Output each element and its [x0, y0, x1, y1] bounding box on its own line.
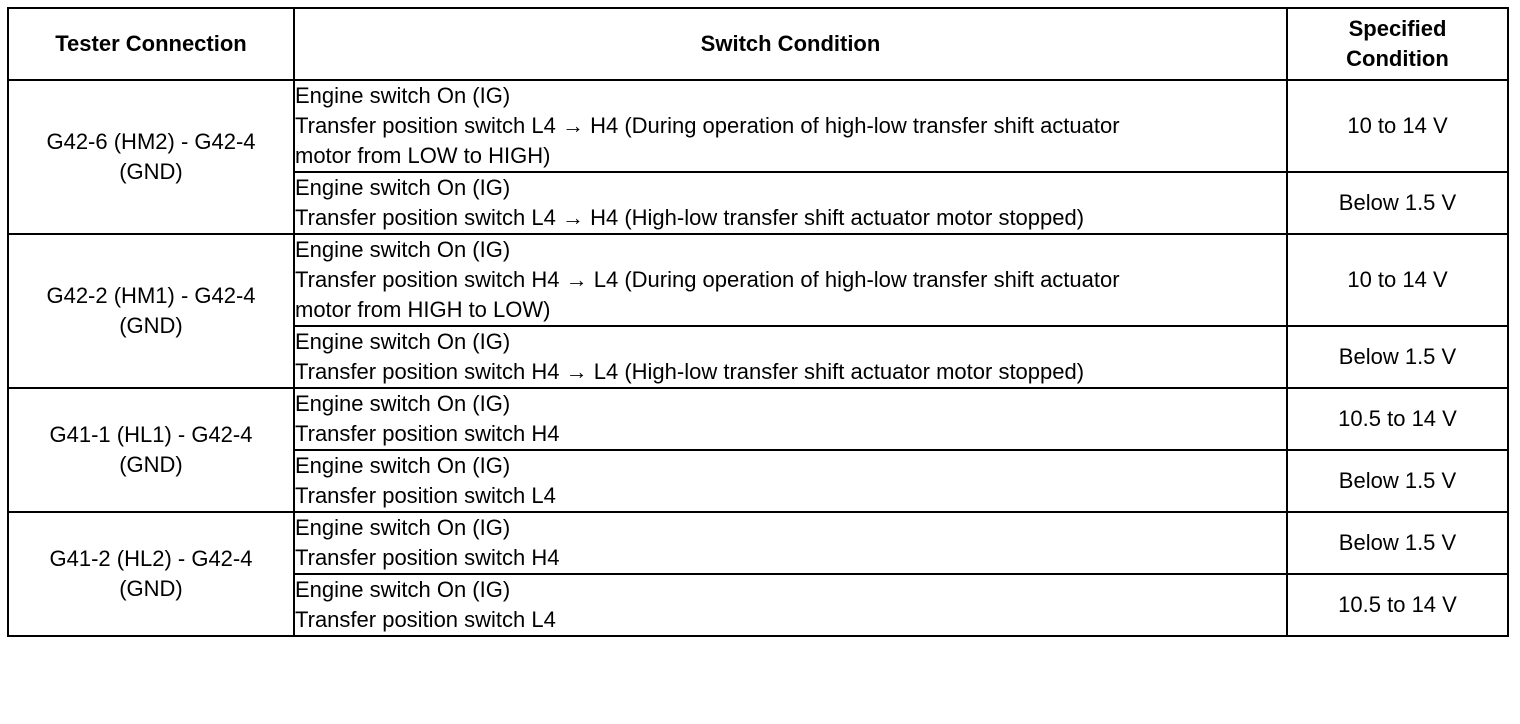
- condition-line: Transfer position switch L4: [295, 607, 556, 632]
- tester-connection-label: G41-1 (HL1) - G42-4 (GND): [49, 422, 253, 477]
- condition-line: Transfer position switch L4 → H4 (High-low transfer shift actuator motor stopped): [295, 205, 1085, 230]
- condition-line: Engine switch On (IG): [295, 329, 511, 354]
- specified-condition-cell: Below 1.5 V: [1287, 512, 1508, 574]
- table-row: [8, 388, 1508, 450]
- condition-line: Transfer position switch H4 → L4 (During operation of high-low transfer shift actuator: [295, 267, 1120, 292]
- tester-connection-cell: [8, 234, 294, 388]
- condition-line: Transfer position switch H4: [295, 545, 560, 570]
- tester-connection-cell: [8, 388, 294, 512]
- switch-condition-cell: [294, 80, 1287, 172]
- condition-line: Engine switch On (IG): [295, 453, 511, 478]
- table-row: [8, 234, 1508, 326]
- switch-condition-cell: [294, 326, 1287, 388]
- condition-line: motor from LOW to HIGH): [295, 143, 551, 168]
- switch-condition-cell: [294, 450, 1287, 512]
- condition-line: Engine switch On (IG): [295, 175, 511, 200]
- spec-table-container: [7, 7, 1509, 637]
- switch-condition-cell: [294, 234, 1287, 326]
- specified-condition-cell: 10 to 14 V: [1287, 80, 1508, 172]
- switch-condition-cell: [294, 172, 1287, 234]
- specified-condition-cell: Below 1.5 V: [1287, 450, 1508, 512]
- header-switch-condition: Switch Condition: [294, 8, 1287, 80]
- tester-spec-table: [7, 7, 1509, 637]
- condition-line: Engine switch On (IG): [295, 391, 511, 416]
- tester-connection-label: G41-2 (HL2) - G42-4 (GND): [49, 546, 253, 601]
- condition-line: motor from HIGH to LOW): [295, 297, 551, 322]
- switch-condition-cell: [294, 512, 1287, 574]
- table-row: [8, 80, 1508, 172]
- specified-condition-cell: Below 1.5 V: [1287, 326, 1508, 388]
- condition-line: Engine switch On (IG): [295, 237, 511, 262]
- tester-connection-cell: [8, 512, 294, 636]
- specified-condition-cell: 10.5 to 14 V: [1287, 574, 1508, 636]
- header-tester-connection: Tester Connection: [8, 8, 294, 80]
- specified-condition-cell: 10 to 14 V: [1287, 234, 1508, 326]
- tester-connection-cell: [8, 80, 294, 234]
- condition-line: Transfer position switch L4 → H4 (During operation of high-low transfer shift actuator: [295, 113, 1120, 138]
- tester-connection-label: G42-2 (HM1) - G42-4 (GND): [46, 283, 256, 338]
- specified-condition-cell: Below 1.5 V: [1287, 172, 1508, 234]
- specified-condition-cell: 10.5 to 14 V: [1287, 388, 1508, 450]
- table-header-row: [8, 8, 1508, 80]
- condition-line: Transfer position switch H4: [295, 421, 560, 446]
- tester-connection-label: G42-6 (HM2) - G42-4 (GND): [46, 129, 256, 184]
- condition-line: Engine switch On (IG): [295, 83, 511, 108]
- switch-condition-cell: [294, 574, 1287, 636]
- condition-line: Transfer position switch L4: [295, 483, 556, 508]
- table-row: [8, 512, 1508, 574]
- header-specified-condition: Specified Condition: [1287, 8, 1508, 80]
- switch-condition-cell: [294, 388, 1287, 450]
- condition-line: Engine switch On (IG): [295, 577, 511, 602]
- condition-line: Transfer position switch H4 → L4 (High-low transfer shift actuator motor stopped): [295, 359, 1085, 384]
- condition-line: Engine switch On (IG): [295, 515, 511, 540]
